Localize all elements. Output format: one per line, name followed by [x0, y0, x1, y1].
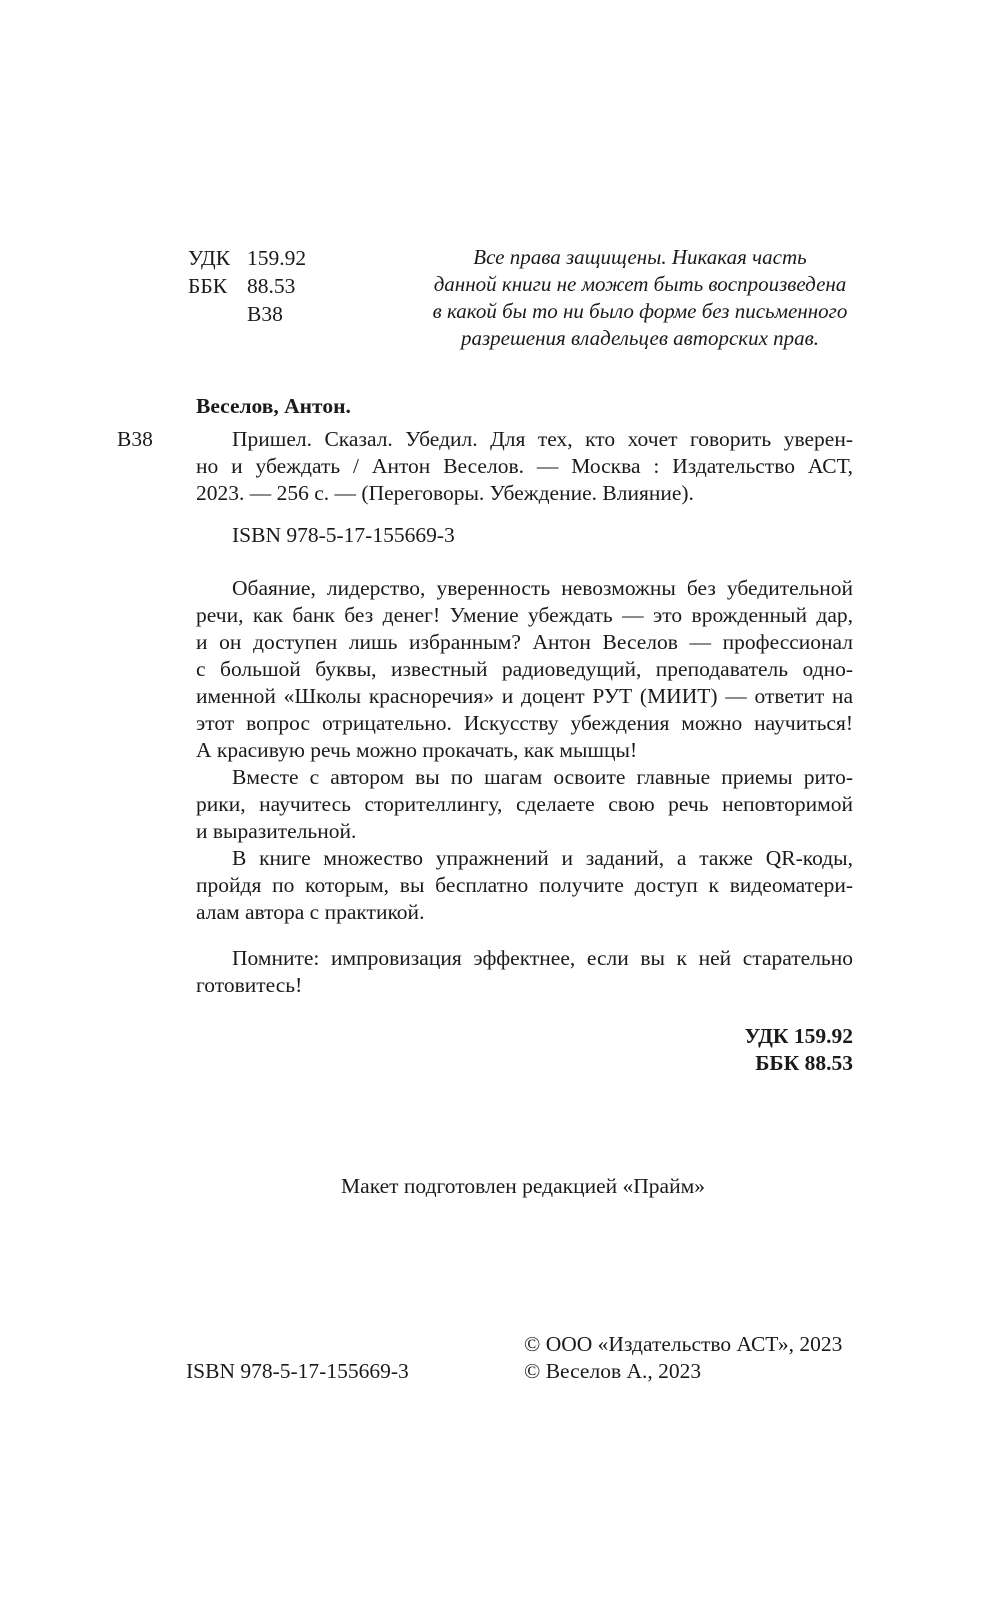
- footer-isbn: ISBN 978-5-17-155669-3: [186, 1359, 409, 1383]
- author-mark: В38: [247, 302, 283, 326]
- bbk-label: ББК: [188, 274, 228, 298]
- udk-value: 159.92: [247, 246, 307, 270]
- annotation-line: этот вопрос отрицательно. Искусству убеждения можно научиться!: [196, 711, 853, 735]
- entry-line: 2023. — 256 с. — (Переговоры. Убеждение. Влияние).: [196, 481, 694, 505]
- annotation-line: Вместе с автором вы по шагам освоите главные приемы рито-: [232, 765, 853, 789]
- rights-line: данной книги не может быть воспроизведена: [433, 272, 847, 296]
- catalog-isbn: ISBN 978-5-17-155669-3: [232, 523, 455, 547]
- rights-line: Все права защищены. Никакая часть: [473, 245, 807, 269]
- annotation-line: В книге множество упражнений и заданий, а также QR-коды,: [232, 846, 853, 870]
- rights-line: в какой бы то ни было форме без письменного: [432, 299, 848, 323]
- annotation-line: рики, научитесь сторителлингу, сделаете свою речь неповторимой: [196, 792, 853, 816]
- annotation-line: алам автора с практикой.: [196, 900, 425, 924]
- udk-label: УДК: [188, 246, 231, 270]
- annotation-line: готовитесь!: [196, 973, 303, 997]
- entry-line: Пришел. Сказал. Убедил. Для тех, кто хочет говорить уверен-: [232, 427, 853, 451]
- rights-line: разрешения владельцев авторских прав.: [460, 326, 820, 350]
- index-udk: УДК 159.92: [744, 1024, 853, 1048]
- index-bbk: ББК 88.53: [755, 1051, 853, 1075]
- annotation-line: Помните: импровизация эффектнее, если вы к ней старательно: [232, 946, 853, 970]
- annotation-line: А красивую речь можно прокачать, как мышцы!: [196, 738, 638, 762]
- annotation-line: именной «Школы красноречия» и доцент РУТ (МИИТ) — ответит на: [196, 684, 853, 708]
- annotation-line: Обаяние, лидерство, уверенность невозможны без убедительной: [232, 576, 853, 600]
- annotation-line: речи, как банк без денег! Умение убеждать — это врожденный дар,: [196, 603, 853, 627]
- copyright-author: © Веселов А., 2023: [524, 1359, 702, 1383]
- rights-notice: [425, 244, 855, 352]
- layout-note: Макет подготовлен редакцией «Прайм»: [341, 1174, 705, 1198]
- copyright-publisher: © ООО «Издательство АСТ», 2023: [524, 1332, 843, 1356]
- annotation-line: пройдя по которым, вы бесплатно получите доступ к видеоматери-: [196, 873, 853, 897]
- entry-line: но и убеждать / Антон Веселов. — Москва : Издательство АСТ,: [196, 454, 853, 478]
- annotation-line: и выразительной.: [196, 819, 357, 843]
- annotation-line: и он доступен лишь избранным? Антон Веселов — профессионал: [196, 630, 853, 654]
- author-heading: Веселов, Антон.: [196, 394, 351, 418]
- margin-mark: В38: [117, 427, 153, 451]
- annotation-line: с большой буквы, известный радиоведущий, преподаватель одно-: [196, 657, 853, 681]
- bbk-value: 88.53: [247, 274, 296, 298]
